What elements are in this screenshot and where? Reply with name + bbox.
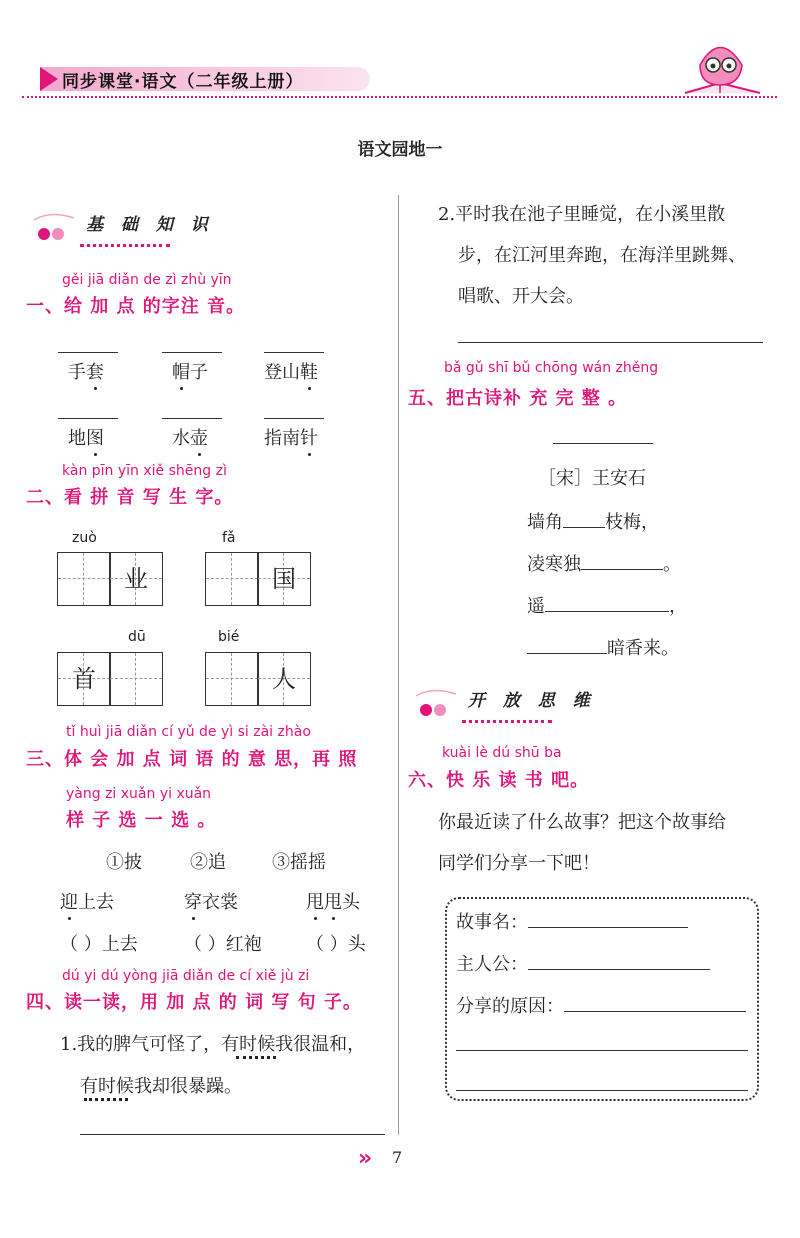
poem-text: ， bbox=[669, 596, 687, 617]
answer-line[interactable] bbox=[80, 1134, 385, 1135]
section-open-title: 开 放 思 维 bbox=[468, 691, 596, 711]
story-name-label: 故事名： bbox=[456, 912, 528, 933]
q3-blank[interactable]: （ ）上去 bbox=[60, 934, 138, 955]
mascot-book-icon bbox=[680, 35, 765, 97]
section-dots bbox=[462, 720, 552, 723]
q2-item-pinyin: zuò bbox=[72, 530, 97, 546]
column-divider bbox=[398, 195, 399, 1135]
flower-deco-icon bbox=[30, 210, 78, 250]
answer-blank[interactable] bbox=[264, 418, 324, 419]
page-title: 语文园地一 bbox=[357, 140, 443, 160]
answer-blank[interactable] bbox=[162, 352, 222, 353]
poem-blank[interactable] bbox=[527, 653, 607, 654]
poem-text: 。 bbox=[663, 554, 681, 575]
q6-title: 六、快 乐 读 书 吧。 bbox=[408, 770, 590, 791]
q6-prompt-line1: 你最近读了什么故事？把这个故事给 bbox=[438, 812, 726, 833]
q3-option: ①披 bbox=[106, 852, 142, 873]
writing-grid[interactable] bbox=[205, 652, 259, 706]
emphasis-dots bbox=[84, 1098, 128, 1101]
poem-blank[interactable] bbox=[545, 611, 669, 612]
section-dots bbox=[80, 244, 170, 247]
header-arrow-icon bbox=[40, 67, 58, 91]
answer-blank[interactable] bbox=[58, 352, 118, 353]
double-chevron-icon: » bbox=[358, 1146, 373, 1171]
poem-author: ［宋］王安石 bbox=[538, 468, 646, 489]
story-field-hero bbox=[456, 950, 710, 976]
poem-text: 墙角 bbox=[527, 512, 563, 533]
emphasis-dots bbox=[236, 1056, 276, 1059]
q3-title2: 样 子 选 一 选 。 bbox=[66, 810, 217, 831]
writing-grid bbox=[109, 552, 163, 606]
q3-example: 甩甩头 bbox=[306, 888, 360, 914]
story-name-blank[interactable] bbox=[528, 927, 688, 928]
q3-title1: 三、体 会 加 点 词 语 的 意 思，再 照 bbox=[26, 749, 358, 770]
section-basic-title: 基 础 知 识 bbox=[86, 215, 214, 235]
q1-word: 指南针 bbox=[264, 424, 318, 450]
q5-title: 五、把古诗补 充 完 整 。 bbox=[408, 388, 628, 409]
story-reason-label: 分享的原因： bbox=[456, 996, 564, 1017]
poem-line-1 bbox=[527, 508, 659, 534]
story-hero-blank[interactable] bbox=[528, 969, 710, 970]
story-reason-blank[interactable] bbox=[564, 1011, 746, 1012]
q2-title: 二、看 拼 音 写 生 字。 bbox=[26, 487, 234, 508]
q6-pinyin: kuài lè dú shū ba bbox=[442, 745, 562, 761]
book-title: 同步课堂·语文（二年级上册） bbox=[62, 72, 304, 92]
q4-title: 四、读一读，用 加 点 的 词 写 句 子。 bbox=[26, 992, 362, 1013]
story-hero-label: 主人公： bbox=[456, 954, 528, 975]
story-reason-line[interactable] bbox=[456, 1090, 748, 1091]
q6-prompt-line2: 同学们分享一下吧！ bbox=[438, 853, 600, 874]
q1-word: 登山鞋 bbox=[264, 358, 318, 384]
story-field-reason bbox=[456, 992, 746, 1018]
q3-option: ③摇摇 bbox=[272, 852, 326, 873]
poem-text: 凌寒独 bbox=[527, 554, 581, 575]
answer-blank[interactable] bbox=[58, 418, 118, 419]
q2-item-pinyin: fǎ bbox=[222, 530, 236, 546]
q1-pinyin: gěi jiā diǎn de zì zhù yīn bbox=[62, 272, 232, 288]
writing-grid[interactable] bbox=[57, 552, 111, 606]
q2-item-pinyin: bié bbox=[218, 629, 240, 645]
poem-line-3 bbox=[527, 592, 687, 618]
header-divider bbox=[22, 96, 777, 98]
q1-word: 手套 bbox=[68, 358, 104, 384]
q2-item-pinyin: dū bbox=[128, 629, 146, 645]
poem-blank[interactable] bbox=[563, 527, 605, 528]
q3-pinyin2: yàng zi xuǎn yi xuǎn bbox=[66, 786, 212, 802]
poem-line-2 bbox=[527, 550, 681, 576]
writing-grid bbox=[257, 552, 311, 606]
answer-line[interactable] bbox=[458, 342, 763, 343]
answer-blank[interactable] bbox=[264, 352, 324, 353]
q1-title: 一、给 加 点 的字注 音。 bbox=[26, 296, 246, 317]
q5-pinyin: bǎ gǔ shī bǔ chōng wán zhěng bbox=[444, 360, 659, 376]
q4-sentence2-line2: 步，在江河里奔跑，在海洋里跳舞、 bbox=[458, 245, 746, 266]
story-field-name bbox=[456, 908, 688, 934]
q1-word: 帽子 bbox=[172, 358, 208, 384]
q4-pinyin: dú yi dú yòng jiā diǎn de cí xiě jù zi bbox=[62, 968, 310, 984]
poem-blank[interactable] bbox=[581, 569, 663, 570]
writing-grid[interactable] bbox=[205, 552, 259, 606]
story-reason-line[interactable] bbox=[456, 1050, 748, 1051]
given-char: 业 bbox=[124, 565, 148, 593]
given-char: 国 bbox=[272, 565, 296, 593]
q3-option: ②追 bbox=[190, 852, 226, 873]
flower-deco-icon bbox=[412, 686, 460, 726]
answer-blank[interactable] bbox=[162, 418, 222, 419]
q4-sentence1-line1: 1.我的脾气可怪了，有时候我很温和， bbox=[60, 1034, 366, 1055]
given-char: 首 bbox=[72, 665, 96, 693]
writing-grid bbox=[257, 652, 311, 706]
poem-line-4 bbox=[527, 634, 679, 660]
poem-title-blank[interactable] bbox=[553, 443, 653, 444]
q4-sentence1-line2: 有时候我却很暴躁。 bbox=[80, 1076, 242, 1097]
writing-grid bbox=[57, 652, 111, 706]
given-char: 人 bbox=[272, 665, 296, 693]
writing-grid[interactable] bbox=[109, 652, 163, 706]
q3-blank[interactable]: （ ）红袍 bbox=[184, 934, 262, 955]
q1-word: 地图 bbox=[68, 424, 104, 450]
q3-pinyin1: tǐ huì jiā diǎn cí yǔ de yì si zài zhào bbox=[66, 724, 311, 740]
poem-text: 暗香来。 bbox=[607, 638, 679, 659]
poem-text: 遥 bbox=[527, 596, 545, 617]
q1-word: 水壶 bbox=[172, 424, 208, 450]
poem-text: 枝梅， bbox=[605, 512, 659, 533]
q3-blank[interactable]: （ ）头 bbox=[306, 934, 366, 955]
q4-sentence2-line1: 2.平时我在池子里睡觉，在小溪里散 bbox=[438, 204, 726, 225]
page-number: 7 bbox=[392, 1148, 403, 1167]
q3-example: 穿衣裳 bbox=[184, 888, 238, 914]
q4-sentence2-line3: 唱歌、开大会。 bbox=[458, 286, 584, 307]
q3-example: 迎上去 bbox=[60, 888, 114, 914]
q2-pinyin: kàn pīn yīn xiě shēng zì bbox=[62, 463, 227, 479]
